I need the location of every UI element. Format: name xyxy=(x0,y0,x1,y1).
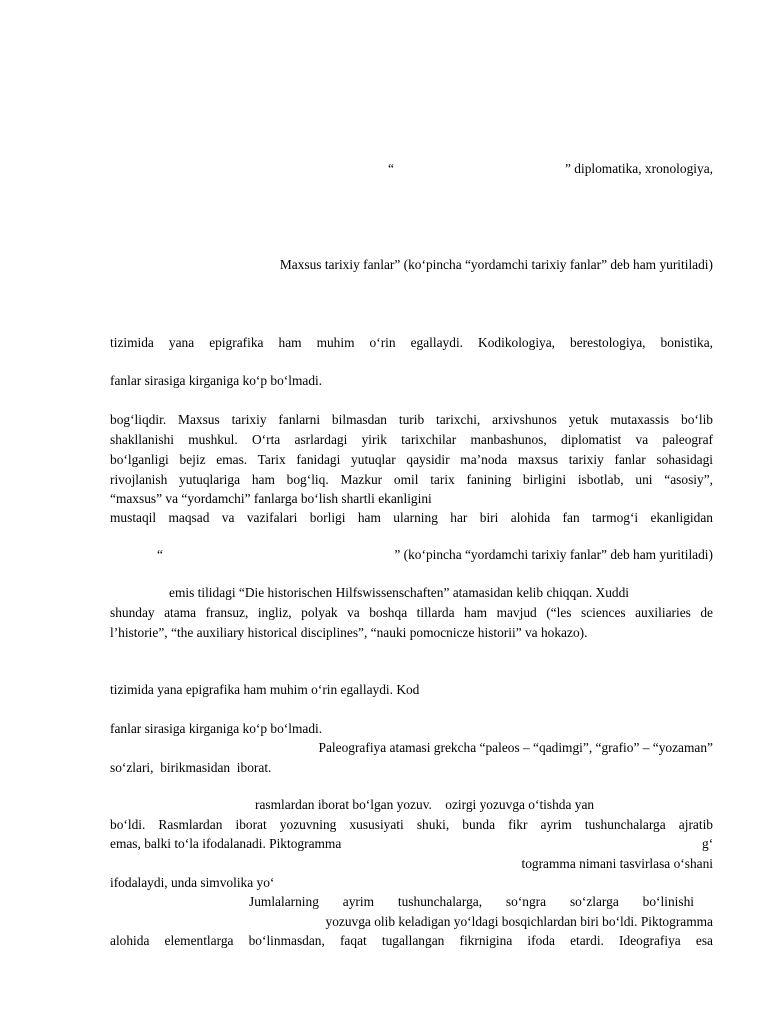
text-line: bo‘lganligi bejiz emas. Tarix fanidagi yutuqlar qaysidir ma’noda maxsus tarixiy fanlar sohasidagi xyxy=(110,452,713,467)
text-line: bog‘liqdir. Maxsus tarixiy fanlarni bilmasdan turib tarixchi, arxivshunos yetuk mutaxassis bo‘lib xyxy=(110,412,713,427)
text-line: emas, balki to‘la ifodalanadi. Piktogramma xyxy=(110,836,342,851)
text-line: fanlar sirasiga kirganiga ko‘p bo‘lmadi. xyxy=(110,373,323,388)
text-line: ifodalaydi, unda simvolika yo‘ xyxy=(110,875,275,890)
text-line: Paleografiya atamasi grekcha “paleos – “qadimgi”, “grafio” – “yozaman” xyxy=(318,740,713,755)
text-line: fanlar sirasiga kirganiga ko‘p bo‘lmadi. xyxy=(110,721,323,736)
text-line: mustaqil maqsad va vazifalari borligi ham ularning har biri alohida fan tarmog‘i ekanligidan xyxy=(110,510,713,525)
text-line: l’historie”, “the auxiliary historical disciplines”, “nauki pomocnicze historii” va hokazo). xyxy=(110,625,588,640)
text-line: “maxsus” va “yordamchi” fanlarga bo‘lish shartli ekanligini xyxy=(110,491,432,506)
text-line: Jumlalarning ayrim tushunchalarga, so‘ngra so‘zlarga bo‘linishi xyxy=(249,894,694,909)
open-quote: “ xyxy=(388,161,394,176)
text-line: ” (ko‘pincha “yordamchi tarixiy fanlar” deb ham yuritiladi) xyxy=(394,547,713,562)
text-line: togramma nimani tasvirlasa o‘shani xyxy=(521,856,713,871)
text-line: so‘zlari, birikmasidan iborat. xyxy=(110,760,272,775)
text-line: tizimida yana epigrafika ham muhim o‘rin egallaydi. Kodikologiya, berestologiya, bonistika, xyxy=(110,335,713,350)
text-line: ” diplomatika, xronologiya, xyxy=(564,161,713,176)
text-fragment: g‘ xyxy=(702,836,714,851)
text-line: alohida elementlarga bo‘linmasdan, faqat tugallangan fikrnigina ifoda etardi. Ideografiya esa xyxy=(110,933,713,948)
text-line: shunday atama fransuz, ingliz, polyak va boshqa tillarda ham mavjud (“les sciences auxiliaries de xyxy=(110,605,713,620)
text-line: yozuvga olib keladigan yo‘ldagi bosqichlardan biri bo‘ldi. Piktogramma xyxy=(325,914,713,929)
text-line: shakllanishi mushkul. O‘rta asrlardagi yirik tarixchilar manbashunos, diplomatist va paleograf xyxy=(110,432,713,447)
text-line: rasmlardan iborat bo‘lgan yozuv. ozirgi yozuvga o‘tishda yan xyxy=(255,797,595,812)
text-line: rivojlanish yutuqlariga ham bog‘liq. Mazkur omil tarix fanining birligini isbotlab, uni “asosiy”, xyxy=(110,472,713,487)
open-quote: “ xyxy=(157,547,163,562)
text-line: bo‘ldi. Rasmlardan iborat yozuvning xususiyati shuki, bunda fikr ayrim tushunchalarga ajratib xyxy=(110,817,713,832)
text-line: emis tilidagi “Die historischen Hilfswissenschaften” atamasidan kelib chiqqan. Xuddi xyxy=(169,585,630,600)
text-line: Maxsus tarixiy fanlar” (ko‘pincha “yordamchi tarixiy fanlar” deb ham yuritiladi) xyxy=(279,257,713,272)
text-line: tizimida yana epigrafika ham muhim o‘rin egallaydi. Kod xyxy=(110,682,420,697)
